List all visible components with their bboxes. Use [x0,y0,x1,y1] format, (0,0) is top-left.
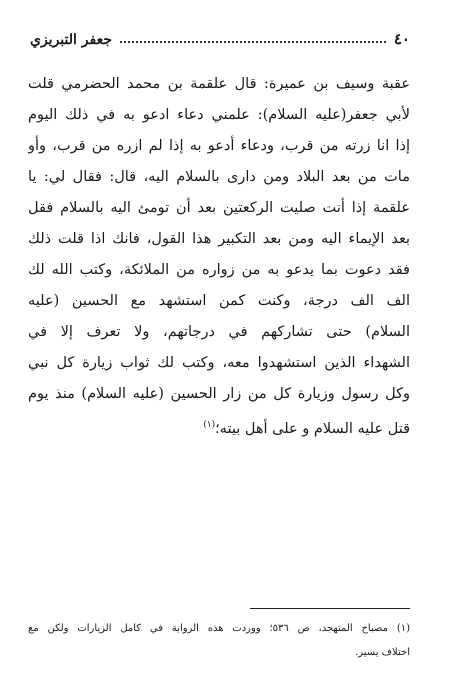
body-line: مات من بعد البلاد ومن دارى بالسلام اليه، قال: فقال لي: يا [28,169,410,185]
body-line: الشهداء الذين استشهدوا معه، وكتب لك ثواب زيارة كل نبي [28,355,410,371]
body-line-last [28,410,410,441]
page-number: ٤٠ [393,30,410,48]
body-line: لأبي جعفر(عليه السلام): علمني دعاء ادعو به في ذلك اليوم [28,107,410,123]
body-line: الف الف درجة، وكنت كمن استشهد مع الحسين (عليه [28,293,410,309]
body-text [28,69,410,441]
running-title: جعفر التبريزي [30,32,112,48]
body-line: علقمة إذا أنت صليت الركعتين بعد أن تومئ اليه بالسلام فقل [28,200,410,216]
footnote-line: اختلاف يسير. [355,647,410,658]
leader-dots [120,41,386,43]
body-line: بعد الإيماء اليه ومن بعد التكبير هذا القول، فانك اذا قلت ذلك [28,231,410,247]
body-line: عقبة وسيف بن عميرة: قال علقمة بن محمد الحضرمي قلت [28,76,410,92]
footnote-marker: (١) [203,420,216,430]
body-line: فقد دعوت بما يدعو به من زواره من الملائكة، وكتب الله لك [28,262,410,278]
body-line: إذا انا زرته من قرب، ودعاء أدعو به إذا لم ازره من قرب، وأو [28,138,410,154]
footnote-line: (١) مصباح المتهجد، ص ٥٣٦؛ ووردت هذه الرواية في كامل الزيارات ولكن مع [28,623,410,634]
footnotes [28,617,410,665]
body-line: وكل رسول وزيارة كل من زار الحسين (عليه السلام) منذ يوم [28,386,410,402]
body-line-last-text: قتل عليه السلام و على أهل بيته؛ [215,420,410,437]
footnote-rule [250,608,410,609]
running-head [30,26,410,48]
body-line: السلام) حتى تشاركهم في درجاتهم، ولا تعرف إلا في [28,324,410,340]
